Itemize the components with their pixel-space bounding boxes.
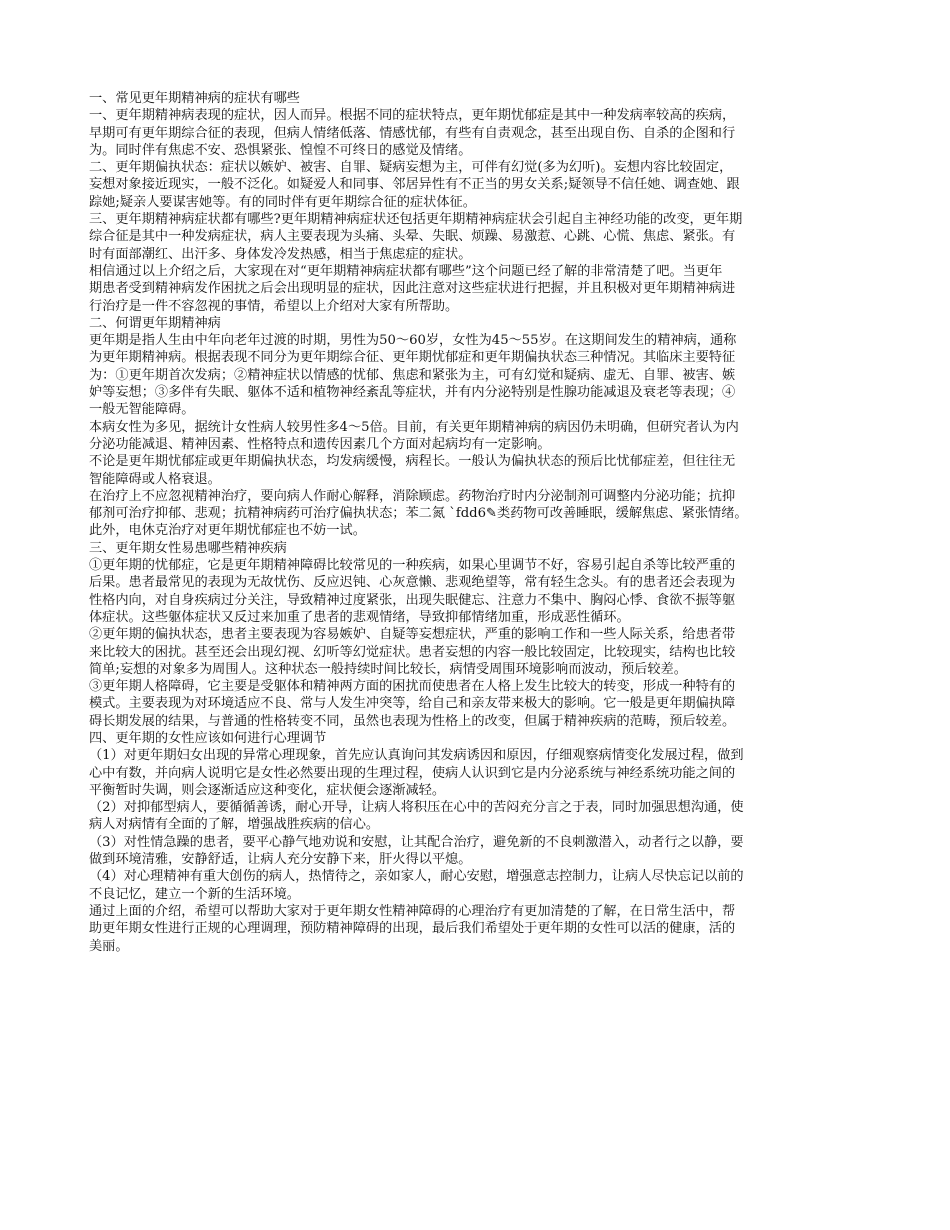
- text-line: 为：①更年期首次发病；②精神症状以情感的忧郁、焦虑和紧张为主，可有幻觉和疑病、虚无、自罪、被害、嫉: [89, 367, 736, 383]
- text-line: 相信通过以上介绍之后，大家现在对“更年期精神病症状都有哪些”这个问题已经了解的非常清楚了吧。当更年: [89, 263, 723, 279]
- text-line: 体症状。这些躯体症状又反过来加重了患者的悲观情绪，导致抑郁情绪加重，形成恶性循环。: [89, 609, 630, 625]
- text-line: 性格内向，对自身疾病过分关注，导致精神过度紧张，出现失眠健忘、注意力不集中、胸闷心悸、食欲不振等躯: [89, 592, 736, 608]
- text-line: 为。同时伴有焦虑不安、恐惧紧张、惶惶不可终日的感觉及情绪。: [89, 142, 472, 158]
- text-line: 通过上面的介绍，希望可以帮助大家对于更年期女性精神障碍的心理治疗有更加清楚的了解，在日常生活中，帮: [89, 903, 736, 919]
- section-heading: 四、更年期的女性应该如何进行心理调节: [89, 730, 327, 746]
- text-line: （1）对更年期妇女出现的异常心理现象，首先应认真询问其发病诱因和原因，仔细观察病情变化发展过程，做到: [89, 748, 744, 764]
- text-line: 平衡暂时失调，则会逐渐适应这种变化，症状便会逐渐减轻。: [89, 782, 446, 798]
- text-line: 行治疗是一件不容忽视的事情，希望以上介绍对大家有所帮助。: [89, 298, 459, 314]
- text-line: 一、更年期精神病表现的症状，因人而异。根据不同的症状特点，更年期忧郁症是其中一种发病率较高的疾病，: [89, 108, 736, 124]
- text-line: （4）对心理精神有重大创伤的病人，热情待之，亲如家人，耐心安慰，增强意志控制力，让病人尽快忘记以前的: [89, 869, 744, 885]
- text-line: 在治疗上不应忽视精神治疗，要向病人作耐心解释，消除顾虑。药物治疗时内分泌制剂可调整内分泌功能；抗抑: [89, 488, 736, 504]
- text-line: 做到环境清雅，安静舒适，让病人充分安静下来，肝火得以平熄。: [89, 852, 472, 868]
- text-line: 为更年期精神病。根据表现不同分为更年期综合征、更年期忧郁症和更年期偏执状态三种情况。其临床主要特征: [89, 350, 736, 366]
- section-heading: 二、何谓更年期精神病: [89, 315, 221, 331]
- text-line: 期患者受到精神病发作困扰之后会出现明显的症状，因此注意对这些症状进行把握，并且积极对更年期精神病进: [89, 281, 736, 297]
- text-line: 分泌功能减退、精神因素、性格特点和遗传因素几个方面对起病均有一定影响。: [89, 436, 551, 452]
- text-line: 来比较大的困扰。甚至还会出现幻视、幻听等幻觉症状。患者妄想的内容一般比较固定，比较现实，结构也比较: [89, 644, 736, 660]
- text-line: 早期可有更年期综合征的表现，但病人情绪低落、情感忧郁，有些有自责观念，甚至出现自伤、自杀的企图和行: [89, 125, 736, 141]
- text-line: 此外，电休克治疗对更年期忧郁症也不妨一试。: [89, 523, 366, 539]
- text-line: 一般无智能障碍。: [89, 402, 195, 418]
- text-line: 不论是更年期忧郁症或更年期偏执状态，均发病缓慢，病程长。一般认为偏执状态的预后比忧郁症差，但往往无: [89, 454, 736, 470]
- text-line: 三、更年期精神病症状都有哪些?更年期精神病症状还包括更年期精神病症状会引起自主神经功能的改变，更年期: [89, 212, 743, 228]
- text-line: ②更年期的偏执状态，患者主要表现为容易嫉妒、自疑等妄想症状，严重的影响工作和一些人际关系，给患者带: [89, 627, 736, 643]
- text-line: 后果。患者最常见的表现为无故忧伤、反应迟钝、心灰意懒、悲观绝望等，常有轻生念头。有的患者还会表现为: [89, 575, 736, 591]
- text-line: 妒等妄想；③多伴有失眠、躯体不适和植物神经紊乱等症状，并有内分泌特别是性腺功能减退及衰老等表现；④: [89, 385, 736, 401]
- text-line: 心中有数，并向病人说明它是女性必然要出现的生理过程，使病人认识到它是内分泌系统与神经系统功能之间的: [89, 765, 736, 781]
- text-line: 踪她;疑亲人要谋害她等。有的同时伴有更年期综合征的症状体征。: [89, 194, 476, 210]
- text-line: 郁剂可治疗抑郁、悲观；抗精神病药可治疗偏执状态；苯二氮 `fdd6✎类药物可改善睡眠，缓解焦虑、紧张情绪。: [89, 506, 748, 522]
- text-line: 妄想对象接近现实，一般不泛化。如疑爱人和同事、邻居异性有不正当的男女关系;疑领导不信任她、调查她、跟: [89, 177, 740, 193]
- text-line: ①更年期的忧郁症，它是更年期精神障碍比较常见的一种疾病，如果心里调节不好，容易引起自杀等比较严重的: [89, 558, 736, 574]
- text-line: 更年期是指人生由中年向老年过渡的时期，男性为50～60岁，女性为45～55岁。在这期间发生的精神病，通称: [89, 333, 737, 349]
- text-line: （2）对抑郁型病人，要循循善诱，耐心开导，让病人将积压在心中的苦闷充分言之于表，同时加强思想沟通，使: [89, 800, 744, 816]
- text-line: 模式。主要表现为对环境适应不良、常与人发生冲突等，给自己和亲友带来极大的影响。它一般是更年期偏执障: [89, 696, 736, 712]
- text-line: ③更年期人格障碍，它主要是受躯体和精神两方面的困扰而使患者在人格上发生比较大的转变，形成一种特有的: [89, 679, 736, 695]
- text-line: 时有面部潮红、出汗多、身体发冷发热感，相当于焦虑症的症状。: [89, 246, 472, 262]
- document-body: [89, 90, 861, 955]
- text-line: 智能障碍或人格衰退。: [89, 471, 221, 487]
- text-line: （3）对性情急躁的患者，要平心静气地劝说和安慰，让其配合治疗，避免新的不良刺激潜入，动者行之以静，要: [89, 834, 744, 850]
- section-heading: 一、常见更年期精神病的症状有哪些: [89, 91, 300, 106]
- text-line: 病人对病情有全面的了解，增强战胜疾病的信心。: [89, 817, 380, 833]
- text-line: 综合征是其中一种发病症状，病人主要表现为头痛、头晕、失眠、烦躁、易激惹、心跳、心慌、焦虑、紧张。有: [89, 229, 736, 245]
- text-line: 简单;妄想的对象多为周围人。这种状态一般持续时间比较长，病情受周围环境影响而波动，预后较差。: [89, 661, 687, 677]
- text-line: 本病女性为多见，据统计女性病人较男性多4～5倍。目前，有关更年期精神病的病因仍未明确，但研究者认为内: [89, 419, 739, 435]
- text-line: 助更年期女性进行正规的心理调理，预防精神障碍的出现，最后我们希望处于更年期的女性可以活的健康，活的: [89, 921, 736, 937]
- text-line: 美丽。: [89, 938, 129, 954]
- text-line: 二、更年期偏执状态：症状以嫉妒、被害、自罪、疑病妄想为主，可伴有幻觉(多为幻听)。妄想内容比较固定，: [89, 160, 733, 176]
- text-line: 不良记忆，建立一个新的生活环境。: [89, 886, 300, 902]
- text-line: 碍长期发展的结果，与普通的性格转变不同，虽然也表现为性格上的改变，但属于精神疾病的范畴，预后较差。: [89, 713, 736, 729]
- section-heading: 三、更年期女性易患哪些精神疾病: [89, 540, 287, 556]
